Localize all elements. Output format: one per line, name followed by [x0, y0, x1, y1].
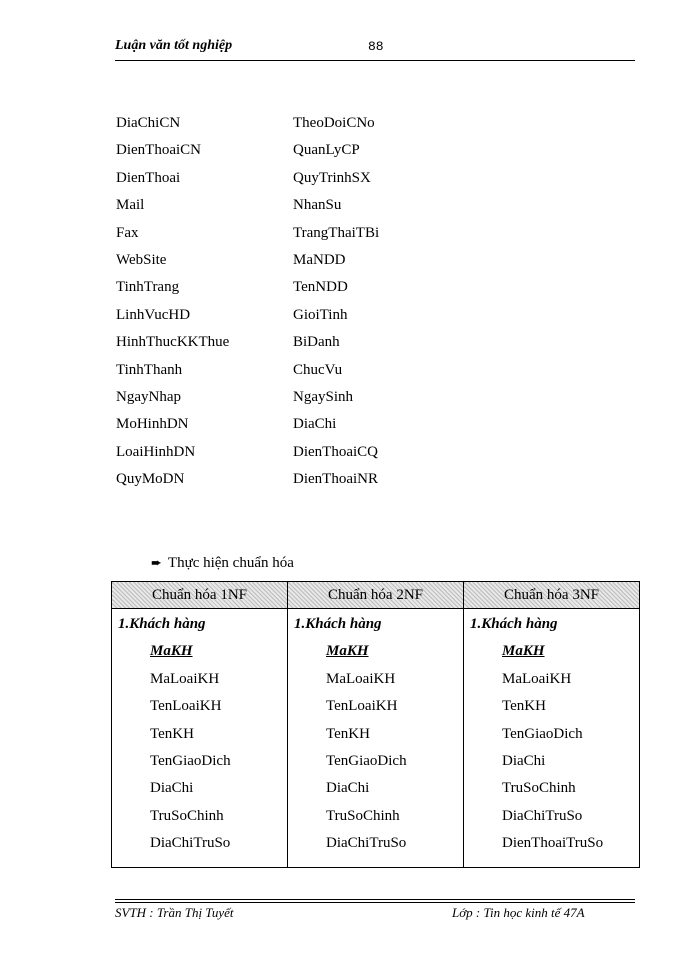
- attribute: TenLoaiKH: [150, 698, 222, 715]
- field-name: DienThoaiCN: [116, 142, 201, 159]
- document-title: Luận văn tốt nghiệp: [115, 38, 233, 53]
- primary-key: MaKH: [150, 643, 193, 660]
- attribute: DiaChi: [326, 780, 370, 797]
- attribute: TenGiaoDich: [326, 752, 407, 769]
- field-name: DienThoaiNR: [293, 471, 378, 488]
- attribute: DiaChi: [502, 752, 546, 769]
- column-1nf: [112, 609, 288, 868]
- field-name: QuanLyCP: [293, 142, 360, 159]
- field-name: DiaChiCN: [116, 115, 181, 131]
- column-header-3nf: Chuẩn hóa 3NF: [464, 582, 640, 609]
- arrow-bullet-icon: ➨: [151, 555, 162, 570]
- field-name: HinhThucKKThue: [116, 334, 230, 351]
- header-divider: [115, 60, 635, 61]
- field-name: LoaiHinhDN: [116, 443, 196, 460]
- field-name: LinhVucHD: [116, 306, 191, 323]
- entity-title: 1.Khách hàng: [470, 616, 558, 632]
- column-3nf: [464, 609, 640, 868]
- primary-key: MaKH: [326, 643, 369, 660]
- attribute: TruSoChinh: [326, 807, 400, 824]
- field-name: BiDanh: [293, 334, 340, 351]
- attribute: DienThoaiTruSo: [502, 835, 604, 852]
- page-number: 88: [368, 39, 384, 54]
- attribute: TenKH: [150, 725, 194, 742]
- field-name: TinhTrang: [116, 279, 180, 296]
- field-name: QuyMoDN: [116, 471, 185, 488]
- field-name: Fax: [116, 224, 139, 241]
- attribute: TenGiaoDich: [150, 752, 231, 769]
- field-name: MaNDD: [293, 251, 346, 268]
- attribute: MaLoaiKH: [502, 670, 572, 687]
- footer-student: SVTH : Trần Thị Tuyết: [115, 905, 234, 920]
- field-name: WebSite: [116, 251, 167, 268]
- attribute: TenLoaiKH: [326, 698, 398, 715]
- attribute: DiaChiTruSo: [150, 835, 231, 852]
- column-header-2nf: Chuẩn hóa 2NF: [288, 582, 464, 609]
- attribute: TruSoChinh: [150, 807, 224, 824]
- field-name: Mail: [116, 197, 145, 214]
- footer-class: Lớp : Tin học kinh tế 47A: [452, 905, 585, 920]
- field-name: TinhThanh: [116, 361, 183, 378]
- field-list-left-column: [116, 114, 229, 497]
- attribute: DiaChi: [150, 780, 194, 797]
- field-list-right-column: [293, 114, 379, 497]
- attribute: TruSoChinh: [502, 780, 576, 797]
- page-header: [115, 38, 635, 60]
- field-name: DienThoaiCQ: [293, 443, 378, 460]
- field-name: DiaChi: [293, 416, 337, 433]
- table-row: [112, 609, 640, 868]
- footer-divider: [115, 902, 635, 903]
- primary-key: MaKH: [502, 643, 545, 660]
- section-heading: [151, 555, 294, 572]
- field-name: MoHinhDN: [116, 416, 189, 433]
- field-name: NgayNhap: [116, 388, 181, 405]
- entity-title: 1.Khách hàng: [118, 616, 206, 632]
- field-name: TheoDoiCNo: [293, 115, 375, 131]
- footer-divider: [115, 899, 635, 900]
- attribute: MaLoaiKH: [326, 670, 396, 687]
- field-name: DienThoai: [116, 169, 181, 186]
- section-heading-text: Thực hiện chuẩn hóa: [167, 555, 294, 571]
- field-name: ChucVu: [293, 361, 343, 378]
- normalization-table: [111, 581, 640, 868]
- attribute: MaLoaiKH: [150, 670, 220, 687]
- attribute: DiaChiTruSo: [326, 835, 407, 852]
- field-name: TrangThaiTBi: [293, 224, 380, 241]
- field-name: NhanSu: [293, 197, 342, 214]
- attribute: TenKH: [502, 698, 546, 715]
- attribute: DiaChiTruSo: [502, 807, 583, 824]
- column-header-1nf: Chuẩn hóa 1NF: [112, 582, 288, 609]
- field-name: TenNDD: [293, 279, 348, 296]
- table-header-row: [112, 582, 640, 609]
- field-name: GioiTinh: [293, 306, 348, 323]
- field-name: NgaySinh: [293, 388, 353, 405]
- column-2nf: [288, 609, 464, 868]
- field-name: QuyTrinhSX: [293, 169, 371, 186]
- attribute: TenGiaoDich: [502, 725, 583, 742]
- attribute: TenKH: [326, 725, 370, 742]
- entity-title: 1.Khách hàng: [294, 616, 382, 632]
